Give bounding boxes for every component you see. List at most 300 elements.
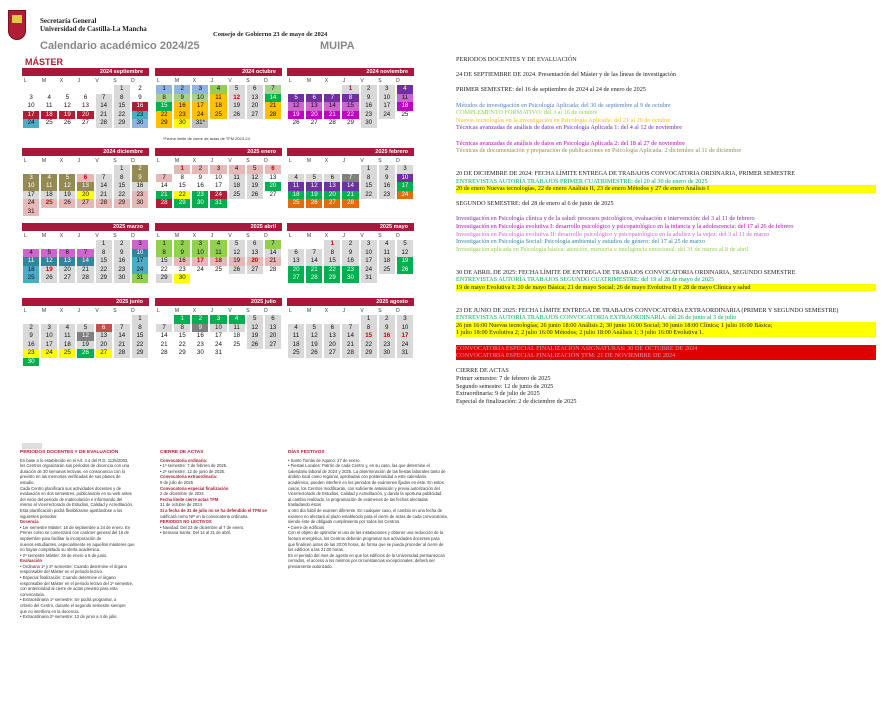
column-line: trasladando éstos: [288, 502, 322, 508]
weekday-row: [287, 231, 414, 240]
day-cell: 21: [77, 266, 93, 275]
column-line: los Centros organizarán sus periodos de docencia con una: [20, 463, 130, 469]
day-cell: 6: [247, 85, 263, 94]
day-cell: 17: [397, 332, 413, 341]
day-cell: 11: [229, 324, 245, 333]
day-cell: 11: [45, 102, 53, 109]
month-10: [155, 298, 282, 358]
day-cell: 9: [379, 324, 395, 333]
day-cell: 13: [288, 257, 304, 266]
day-cell: 5: [229, 85, 245, 94]
empty-cell: [305, 315, 323, 324]
info-col-periodos: [20, 450, 148, 620]
weekday-label: D: [131, 157, 135, 164]
day-cell: 13: [324, 182, 340, 191]
day-cell: 14: [306, 257, 322, 266]
day-cell: 6: [324, 324, 340, 333]
day-cell: 3: [210, 165, 226, 174]
weekday-label: M: [306, 157, 312, 164]
day-cell: 27: [310, 119, 318, 126]
day-cell: 1: [361, 315, 377, 324]
day-cell: 4: [23, 249, 39, 258]
day-cell: 20: [96, 341, 112, 350]
legend-line: [456, 162, 876, 170]
info-col-cierre: [160, 450, 288, 536]
month-title: 2025 marzo: [22, 223, 149, 231]
day-cell: 21: [96, 191, 112, 200]
day-cell: 13: [324, 332, 340, 341]
empty-cell: [305, 240, 323, 249]
column-line: Fecha límite cierre actas TFM: [160, 496, 219, 502]
day-cell: 16: [379, 182, 395, 191]
day-cell: 28: [77, 274, 93, 283]
weekday-label: M: [306, 307, 312, 314]
day-cell: 6: [96, 324, 112, 333]
empty-cell: [76, 315, 94, 324]
day-cell: 16: [23, 341, 39, 350]
column-line: Convocatoria especial finalización: [160, 485, 229, 491]
day-cell: 11: [379, 249, 395, 258]
day-cell: 28: [96, 199, 112, 208]
day-cell: 28: [328, 119, 336, 126]
weekday-label: X: [192, 157, 197, 164]
day-cell: 5: [306, 324, 322, 333]
column-line: • Especial finalización: Cuando determine el órgano: [20, 575, 116, 581]
empty-cell: [341, 165, 359, 174]
day-cell: 18: [233, 332, 241, 339]
empty-cell: [323, 85, 341, 94]
legend-line: Investigación aplicada en Psicología básica: atención, memoria e inteligencia emocional: del 31 de marzo al 8 de abril: [456, 245, 749, 253]
weekday-label: J: [210, 157, 214, 164]
day-cell: 29: [324, 274, 340, 283]
column-line: • 1º semestre: 7 de febrero de 2025.: [160, 463, 228, 469]
column-line: nuevos estudiantes, especialmente en aquellos másteres que: [20, 541, 135, 547]
day-cell: 3: [29, 93, 33, 101]
weekday-label: M: [41, 307, 47, 314]
day-cell: 20: [306, 111, 322, 120]
day-cell: 1: [324, 240, 340, 249]
empty-cell: [95, 85, 113, 94]
day-cell: 28: [96, 119, 112, 128]
empty-cell: [40, 165, 58, 174]
legend-line: 26 jun 16:00 Nuevas tecnologías; 26 junio 18:00 Análisis 2; 30 junio 16:00 Social; 30 junio 18:00 Clínica; 1 julio 16:00 Básica;: [456, 322, 876, 330]
legend-line: [456, 360, 876, 368]
day-cell: 22: [160, 265, 168, 273]
weekday-label: J: [210, 77, 214, 84]
day-cell: 2: [23, 324, 39, 333]
day-cell: 15: [156, 257, 172, 266]
legend-line: Métodos de investigación en Psicología Aplicada: del 30 de septiembre al 9 de octubre: [456, 101, 671, 109]
day-cell: 2: [174, 85, 190, 94]
day-cell: 30: [192, 199, 208, 208]
day-cell: 8: [114, 174, 130, 183]
day-grid: [155, 315, 282, 358]
day-cell: 9: [198, 173, 203, 181]
day-cell: 9: [379, 174, 395, 183]
header-institution: [40, 17, 147, 33]
day-cell: 4: [288, 324, 304, 333]
day-cell: 1: [174, 165, 190, 174]
day-cell: 23: [196, 340, 204, 348]
day-cell: 12: [77, 332, 93, 341]
day-cell: 1: [361, 165, 377, 174]
day-cell: 14: [324, 102, 340, 111]
empty-cell: [113, 315, 131, 324]
column-line: previsto en las memorias verificadas de sus planes de: [20, 474, 121, 480]
day-cell: 13: [82, 102, 89, 109]
day-cell: 3: [192, 85, 208, 94]
day-grid: [22, 240, 149, 283]
day-cell: 24: [196, 265, 204, 273]
day-cell: 1: [114, 85, 130, 94]
day-cell: 15: [178, 332, 186, 339]
day-cell: 19: [41, 266, 57, 275]
day-cell: 19: [288, 111, 304, 120]
day-cell: 1: [114, 165, 130, 174]
day-cell: 21: [96, 111, 112, 120]
day-cell: 21: [156, 191, 172, 200]
day-cell: 3: [210, 315, 226, 324]
weekday-label: L: [157, 307, 160, 314]
day-cell: 20: [324, 191, 340, 200]
day-cell: 23: [379, 191, 395, 200]
day-cell: 12: [229, 249, 245, 258]
day-cell: 24: [397, 341, 413, 350]
day-cell: 12: [288, 102, 304, 111]
column-title: PERIODOS DOCENTES Y DE EVALUACIÓN: [20, 450, 119, 455]
month-6: [22, 223, 149, 283]
day-cell: 9: [342, 249, 358, 258]
weekday-label: D: [396, 77, 400, 84]
day-cell: 27: [59, 274, 75, 283]
day-cell: 1: [156, 240, 172, 249]
empty-cell: [287, 85, 305, 94]
day-cell: 6: [265, 165, 281, 174]
day-cell: 28: [342, 199, 358, 208]
day-cell: 16: [379, 332, 395, 341]
weekday-label: S: [378, 157, 382, 164]
weekday-label: X: [324, 77, 329, 84]
empty-cell: [305, 165, 323, 174]
day-cell: 8: [114, 94, 130, 103]
day-cell: 31: [361, 274, 377, 283]
legend-line: Segundo semestre: 12 de junio de 2025: [456, 382, 554, 390]
weekday-label: L: [289, 77, 292, 84]
day-grid: [22, 315, 149, 366]
day-cell: 2: [114, 240, 130, 249]
day-cell: 19: [247, 332, 263, 341]
empty-cell: [287, 165, 305, 174]
day-cell: 26: [247, 191, 263, 200]
day-cell: 16: [132, 102, 148, 111]
day-cell: 30: [114, 274, 130, 283]
legend-line: ENTREVISTAS AUTORÍA TRABAJOS CONVOCATORIA EXTRAORDINARIA: del 26 de junio al 3 de julio: [456, 314, 737, 322]
day-cell: 13: [269, 173, 277, 181]
legend-line: CONVOCATORIA ESPECIAL FINALIZACIÓN TFM: 21 DE NOVIEMBRE DE 2024: [456, 352, 876, 360]
day-cell: 17: [192, 102, 208, 111]
day-cell: 31: [23, 208, 39, 217]
day-cell: 3: [397, 165, 413, 174]
day-cell: 17: [215, 332, 222, 339]
weekday-label: L: [157, 232, 160, 239]
column-line: que finalicen antes de las 20:00 horas, de forma que se pueda proceder al cierre de: [288, 541, 444, 547]
day-cell: 11: [59, 332, 75, 341]
day-cell: 2: [192, 315, 208, 324]
day-cell: 9: [174, 94, 190, 103]
weekday-label: X: [324, 307, 329, 314]
weekday-label: M: [174, 77, 180, 84]
column-line: Si a fecha de 31 de julio no se ha defendido el TFM se: [160, 507, 267, 513]
weekday-label: L: [289, 232, 292, 239]
column-line: • 2º semestre Máster: 28 de enero a 6 de junio.: [20, 552, 108, 558]
empty-cell: [40, 315, 58, 324]
day-cell: 9: [132, 174, 148, 183]
month-title: 2025 mayo: [287, 223, 414, 231]
column-line: al cambio realizado, la programación de exámenes de las fechas afectadas: [288, 496, 428, 502]
day-cell: 10: [41, 332, 57, 341]
day-cell: 22: [361, 341, 377, 350]
day-cell: 8: [132, 324, 148, 333]
empty-cell: [341, 315, 359, 324]
day-cell: 7: [265, 85, 281, 94]
empty-cell: [287, 315, 305, 324]
month-5: [287, 148, 414, 208]
legend-line: [456, 208, 876, 216]
day-cell: 17: [192, 257, 208, 266]
legend-line: CIERRE DE ACTAS: [456, 367, 509, 375]
day-cell: 19: [59, 191, 75, 200]
day-cell: 17: [23, 111, 39, 120]
column-line: duración de 30 semanas lectivas, en consonancia con lo: [20, 468, 125, 474]
day-cell: 19: [397, 257, 413, 266]
day-cell: 13: [247, 94, 263, 103]
empty-cell: [22, 165, 40, 174]
day-cell: 1: [156, 85, 172, 94]
header-line1: Secretaría General: [40, 17, 97, 25]
legend-line: [456, 79, 876, 87]
day-cell: 27: [288, 274, 304, 283]
day-cell: 11: [288, 182, 304, 191]
column-title: DÍAS FESTIVOS: [288, 450, 325, 455]
day-cell: 9: [361, 94, 377, 103]
weekday-label: S: [113, 232, 117, 239]
day-cell: 18: [210, 257, 226, 266]
day-cell: 19: [77, 341, 93, 350]
empty-cell: [22, 315, 40, 324]
day-cell: 25: [45, 119, 53, 126]
day-cell: 26: [292, 119, 300, 126]
day-cell: 31: [210, 199, 226, 208]
legend-line: 23 DE JUNIO DE 2025: FECHA LÍMITE ENTREGA DE TRABAJOS CONVOCATORIA EXTRAORDINARIA (PRIMER Y SEGUNDO SEMESTRE): [456, 306, 839, 314]
day-cell: 18: [288, 191, 304, 200]
day-cell: 26: [306, 199, 322, 208]
month-title: 2024 septiembre: [22, 68, 149, 76]
day-cell: 10: [361, 249, 377, 258]
weekday-label: D: [264, 232, 268, 239]
day-cell: 8: [96, 249, 112, 258]
day-cell: 22: [96, 266, 112, 275]
column-line: convocatoria.: [20, 591, 45, 597]
column-title: CIERRE DE ACTAS: [160, 450, 204, 455]
day-cell: 2: [361, 85, 377, 94]
day-cell: 12: [63, 102, 71, 109]
day-cell: 4: [210, 240, 226, 249]
day-cell: 25: [288, 199, 304, 208]
weekday-label: L: [24, 307, 27, 314]
empty-cell: [76, 85, 94, 94]
weekday-label: X: [192, 77, 197, 84]
column-line: Vicerrectorado de Estudios, Calidad y Acreditación, y dando la oportuna publicidad: [288, 491, 442, 497]
legend-line: [456, 299, 876, 307]
day-cell: 10: [27, 102, 35, 109]
empty-cell: [287, 240, 305, 249]
day-cell: 12: [59, 182, 75, 191]
day-cell: 13: [247, 249, 263, 258]
legend-line: Investigación en Psicología evolutiva I: desarrollo psicológico y psicopatológico en la infancia y la adolescencia: del 17 al 26 de febrero: [456, 223, 794, 231]
day-cell: 6: [83, 93, 88, 101]
day-cell: 14: [342, 332, 358, 341]
day-cell: 7: [114, 324, 130, 333]
column-line: cerrados, el acceso a los mismos por circunstancias excepcionales, deberá ser: [288, 558, 435, 564]
day-cell: 17: [215, 182, 222, 189]
day-cell: 8: [180, 173, 184, 181]
weekday-label: V: [360, 77, 364, 84]
day-cell: 18: [41, 111, 57, 120]
weekday-row: [22, 306, 149, 315]
day-cell: 27: [324, 349, 340, 358]
column-line: examen no afectará al plazo establecido para el cierre de actas de cada convocatoria,: [288, 513, 448, 519]
empty-cell: [305, 85, 323, 94]
weekday-label: L: [157, 77, 160, 84]
legend-line: SEGUNDO SEMESTRE: del 28 de enero al 6 de junio de 2025: [456, 200, 614, 208]
day-cell: 5: [247, 315, 263, 324]
weekday-label: D: [264, 307, 268, 314]
weekday-row: [287, 76, 414, 85]
weekday-label: M: [41, 77, 47, 84]
weekday-row: [155, 156, 282, 165]
weekday-label: M: [41, 157, 47, 164]
day-cell: 26: [306, 349, 322, 358]
day-cell: 12: [41, 257, 57, 266]
day-cell: 6: [247, 240, 263, 249]
day-cell: 30: [132, 119, 148, 128]
day-cell: 14: [96, 102, 112, 111]
day-cell: 15: [114, 182, 130, 191]
weekday-label: V: [228, 77, 232, 84]
month-title: 2025 julio: [155, 298, 282, 306]
day-cell: 7: [96, 94, 112, 103]
column-line: Evaluación: [20, 558, 43, 564]
day-cell: 10: [397, 174, 413, 183]
day-cell: 21: [160, 340, 168, 348]
day-cell: 26: [247, 341, 263, 350]
legend-line: Primer semestre: 7 de febrero de 2025: [456, 374, 551, 382]
day-grid: [155, 240, 282, 283]
column-line: 2 de diciembre de 2024: [160, 491, 204, 497]
day-cell: 23: [342, 266, 358, 275]
day-cell: 18: [379, 257, 395, 266]
day-cell: 10: [210, 324, 226, 333]
day-grid: [22, 165, 149, 216]
day-cell: 16: [361, 102, 377, 111]
weekday-label: S: [246, 307, 250, 314]
weekday-label: V: [95, 307, 99, 314]
day-cell: 30: [196, 349, 204, 356]
weekday-label: X: [59, 307, 64, 314]
legend-line: [456, 261, 876, 269]
month-title: 2024 noviembre: [287, 68, 414, 76]
header-consejo: Consejo de Gobierno 23 de mayo de 2024: [213, 31, 328, 38]
day-grid: [287, 85, 414, 128]
legend-line: Investigación en Psicología Social: Psicología ambiental y estudios de género: del 17 al 25 de marzo: [456, 238, 705, 246]
day-cell: 5: [59, 174, 75, 183]
day-cell: 2: [379, 315, 395, 324]
day-cell: 5: [288, 94, 304, 103]
day-cell: 2: [132, 165, 148, 174]
weekday-label: X: [59, 77, 64, 84]
weekday-label: D: [264, 157, 268, 164]
day-cell: 20: [247, 257, 263, 266]
day-cell: 3: [132, 240, 148, 249]
legend-line: 1 julio 18:00 Evolutiva 2; 2 julio 16:00 Métodos; 2 julio 18:00 Análisis 1; 3 julio 16:00 Evolutiva 1.: [456, 329, 876, 337]
header-line2: Universidad de Castilla-La Mancha: [40, 25, 147, 33]
column-line: • Ordinaria 1º y 2º semestre: Cuando determine el órgano: [20, 563, 127, 569]
legend-line: [456, 291, 876, 299]
day-cell: 13: [59, 257, 75, 266]
day-cell: 7: [77, 249, 93, 258]
day-cell: 14: [160, 182, 168, 189]
day-cell: 1: [132, 315, 148, 324]
legend-line: Técnicas avanzadas de análisis de datos en Psicología Aplicada 1: del 4 al 12 de noviembre: [456, 124, 682, 132]
empty-cell: [22, 85, 40, 94]
day-cell: 11: [229, 174, 245, 183]
day-cell: 30: [342, 274, 358, 283]
day-cell: 25: [210, 111, 226, 120]
day-cell: 10: [397, 324, 413, 333]
weekday-label: S: [246, 157, 250, 164]
day-cell: 29: [132, 349, 148, 358]
column-line: del inicio del periodo de matriculación e informando del: [20, 496, 123, 502]
day-cell: 19: [306, 341, 322, 350]
day-cell: 20: [265, 182, 281, 191]
month-title: 2024 diciembre: [22, 148, 149, 156]
weekday-label: D: [264, 77, 268, 84]
day-cell: 28: [114, 349, 130, 358]
legend-line: Especial de finalización: 2 de diciembre de 2025: [456, 397, 577, 405]
weekday-label: J: [77, 77, 81, 84]
weekday-label: M: [41, 232, 47, 239]
column-line: 9 de julio de 2025: [160, 479, 194, 485]
day-cell: 27: [247, 266, 263, 275]
day-cell: 25: [215, 265, 222, 273]
legend-line: PERIODOS DOCENTES Y DE EVALUACIÓN: [456, 56, 577, 63]
day-cell: 25: [288, 349, 304, 358]
day-cell: 20: [247, 102, 263, 111]
day-cell: 16: [342, 257, 358, 266]
weekday-label: L: [157, 157, 160, 164]
day-cell: 25: [379, 266, 395, 275]
column-line: En base a lo establecido en el Art. 4.4 del R.D. 1125/2003,: [20, 457, 129, 463]
day-cell: 1: [174, 315, 190, 324]
day-cell: 14: [265, 249, 281, 258]
weekday-label: J: [77, 307, 81, 314]
day-cell: 22: [324, 266, 340, 275]
day-cell: 23: [114, 266, 130, 275]
weekday-label: J: [342, 232, 346, 239]
legend-line: ENTREVISTAS AUTORÍA TRABAJOS PRIMER CUATRIMESTRE: del 20 al 30 de enero de 2025: [456, 177, 708, 185]
decorative-block: [22, 443, 42, 449]
day-cell: 2: [379, 165, 395, 174]
